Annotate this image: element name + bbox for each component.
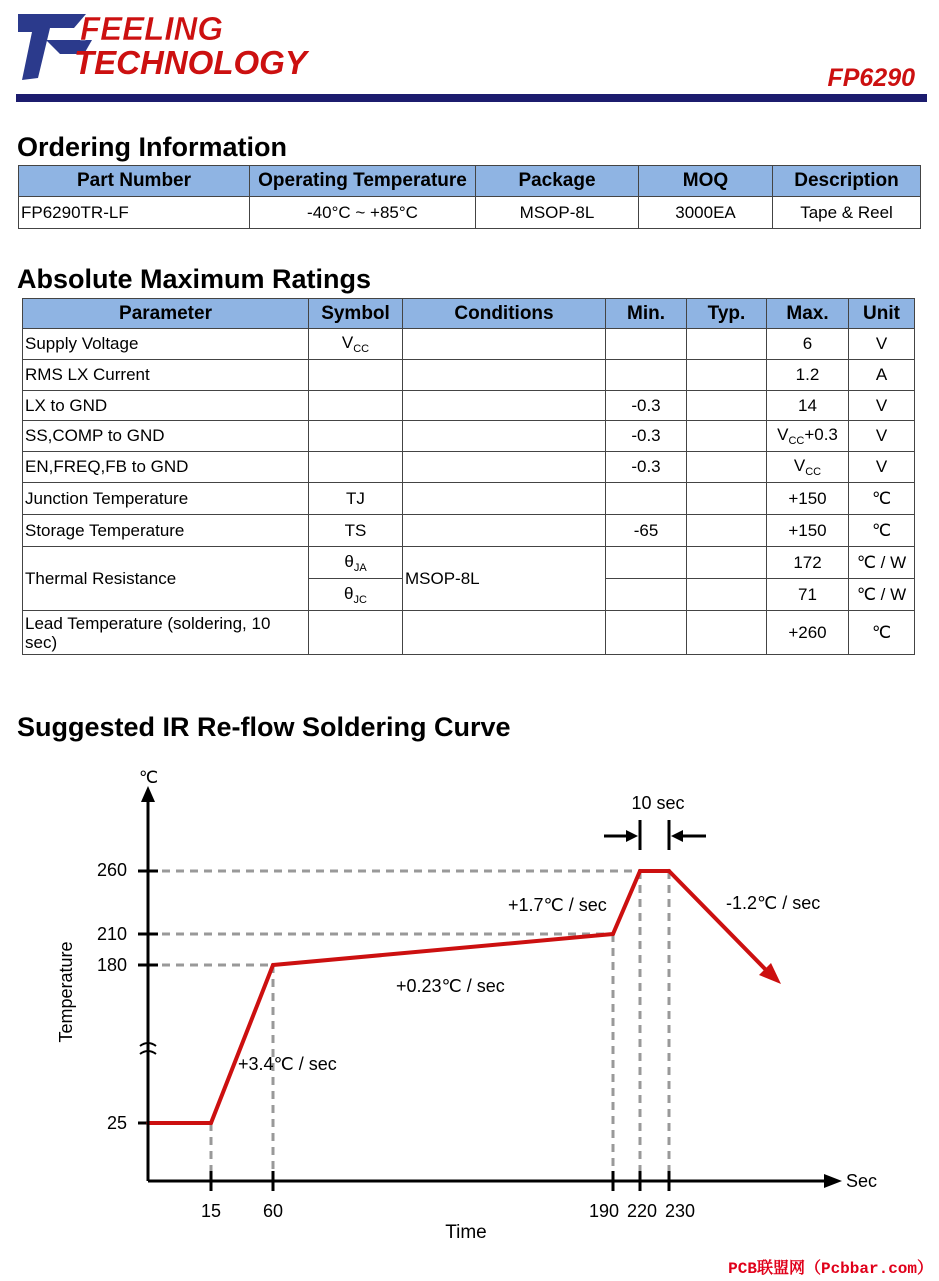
ordering-col-part: Part Number: [19, 166, 250, 197]
x-tick-label: 15: [200, 1201, 222, 1221]
symbol-cell: $\theta_{JA}$: [309, 547, 403, 579]
conditions-cell: [403, 515, 606, 547]
param-cell: Thermal Resistance: [23, 547, 309, 611]
ordering-header-row: [19, 166, 921, 197]
typ-cell: [687, 547, 767, 579]
symbol-cell: [309, 421, 403, 452]
table-row: [23, 611, 915, 655]
min-cell: [606, 483, 687, 515]
symbol-cell: [309, 611, 403, 655]
conditions-cell: [403, 452, 606, 483]
reflow-title: Suggested IR Re-flow Soldering Curve: [17, 712, 511, 742]
ratings-col-typ: Typ.: [687, 299, 767, 329]
dwell-arrowhead-left-icon: [626, 830, 638, 842]
y-unit-label: ℃: [139, 768, 159, 787]
table-row: [23, 329, 915, 360]
dwell-arrowhead-right-icon: [671, 830, 683, 842]
unit-cell: A: [849, 360, 915, 391]
company-logo: [16, 6, 336, 84]
param-cell: Junction Temperature: [23, 483, 309, 515]
min-cell: [606, 329, 687, 360]
conditions-cell: [403, 483, 606, 515]
ratings-col-conditions: Conditions: [403, 299, 606, 329]
min-cell: -0.3: [606, 391, 687, 421]
unit-cell: V: [849, 329, 915, 360]
watermark-credit: PCB联盟网（Pcbbar.com）: [728, 1260, 933, 1278]
y-tick-label: 260: [96, 860, 127, 880]
typ-cell: [687, 391, 767, 421]
max-cell: +150: [767, 515, 849, 547]
typ-cell: [687, 483, 767, 515]
max-cell: 1.2: [767, 360, 849, 391]
slope-label-peak: +1.7℃ / sec: [508, 895, 607, 915]
symbol-cell: [309, 452, 403, 483]
max-cell: +260: [767, 611, 849, 655]
x-tick-label: 190: [588, 1201, 620, 1221]
min-cell: -0.3: [606, 421, 687, 452]
table-row: [23, 452, 915, 483]
max-cell: 6: [767, 329, 849, 360]
slope-label-cool: -1.2℃ / sec: [726, 893, 821, 913]
max-cell: 14: [767, 391, 849, 421]
logo-line2: TECHNOLOGY: [74, 44, 307, 81]
part-number-title: FP6290: [827, 64, 915, 92]
unit-cell: ℃: [849, 515, 915, 547]
reflow-chart: [0, 750, 939, 1250]
min-cell: [606, 360, 687, 391]
conditions-cell: MSOP-8L: [403, 547, 606, 611]
typ-cell: [687, 579, 767, 611]
typ-cell: [687, 329, 767, 360]
ratings-title: Absolute Maximum Ratings: [17, 264, 372, 294]
x-axis-arrow-icon: [824, 1174, 842, 1188]
conditions-cell: [403, 329, 606, 360]
symbol-cell: [309, 360, 403, 391]
ordering-col-package: Package: [476, 166, 639, 197]
ordering-package: MSOP-8L: [476, 197, 639, 229]
x-axis-title: Time: [445, 1222, 487, 1243]
logo-line1: FEELING: [80, 10, 224, 47]
unit-cell: V: [849, 391, 915, 421]
symbol-cell: $\theta_{JC}$: [309, 579, 403, 611]
table-row: [23, 547, 915, 579]
slope-label-soak: +0.23℃ / sec: [396, 976, 505, 996]
conditions-cell: [403, 421, 606, 452]
min-cell: -0.3: [606, 452, 687, 483]
param-cell: LX to GND: [23, 391, 309, 421]
unit-cell: ℃ / W: [849, 579, 915, 611]
table-row: [23, 515, 915, 547]
x-tick-label: 220: [626, 1201, 658, 1221]
max-cell: +150: [767, 483, 849, 515]
table-row: [23, 391, 915, 421]
min-cell: [606, 579, 687, 611]
ordering-title: Ordering Information: [17, 132, 287, 162]
curve-segment: [613, 871, 640, 934]
ratings-header-row: [23, 299, 915, 329]
param-cell: Supply Voltage: [23, 329, 309, 360]
ratings-table: [22, 298, 915, 655]
unit-cell: ℃: [849, 483, 915, 515]
y-tick-label: 25: [106, 1113, 127, 1133]
dwell-label: 10 sec: [631, 793, 685, 813]
ordering-part: FP6290TR-LF: [19, 197, 250, 229]
ratings-col-parameter: Parameter: [23, 299, 309, 329]
param-cell: Lead Temperature (soldering, 10 sec): [23, 611, 309, 655]
param-cell: RMS LX Current: [23, 360, 309, 391]
unit-cell: V: [849, 421, 915, 452]
param-cell: Storage Temperature: [23, 515, 309, 547]
typ-cell: [687, 611, 767, 655]
symbol-cell: $V_{CC}$: [309, 329, 403, 360]
conditions-cell: [403, 391, 606, 421]
min-cell: [606, 611, 687, 655]
max-cell: 172: [767, 547, 849, 579]
y-tick-label: 180: [96, 955, 127, 975]
max-cell: $V_{CC}$: [767, 452, 849, 483]
curve-segment: [211, 965, 273, 1123]
min-cell: -65: [606, 515, 687, 547]
symbol-cell: [309, 391, 403, 421]
ratings-col-unit: Unit: [849, 299, 915, 329]
ordering-col-desc: Description: [773, 166, 921, 197]
param-cell: EN,FREQ,FB to GND: [23, 452, 309, 483]
min-cell: [606, 547, 687, 579]
max-cell: $V_{CC}+0.3$: [767, 421, 849, 452]
x-tick-label: 230: [664, 1201, 696, 1221]
symbol-cell: TJ: [309, 483, 403, 515]
conditions-cell: [403, 611, 606, 655]
conditions-cell: [403, 360, 606, 391]
ordering-col-temp: Operating Temperature: [250, 166, 476, 197]
ordering-table: [18, 165, 921, 229]
logo-mark-icon: [16, 6, 336, 84]
ordering-desc: Tape & Reel: [773, 197, 921, 229]
unit-cell: V: [849, 452, 915, 483]
typ-cell: [687, 421, 767, 452]
unit-cell: ℃ / W: [849, 547, 915, 579]
y-axis-arrow-icon: [141, 786, 155, 802]
ordering-temp: -40°C ~ +85°C: [250, 197, 476, 229]
unit-cell: ℃: [849, 611, 915, 655]
param-cell: SS,COMP to GND: [23, 421, 309, 452]
y-axis-title: Temperature: [56, 941, 76, 1043]
x-unit-label: Sec: [846, 1171, 878, 1191]
ratings-col-min: Min.: [606, 299, 687, 329]
header-divider: [16, 94, 927, 102]
ordering-moq: 3000EA: [639, 197, 773, 229]
table-row: [23, 421, 915, 452]
x-tick-label: 60: [262, 1201, 284, 1221]
table-row: [23, 360, 915, 391]
curve-cooling-segment: [669, 871, 768, 972]
curve-segment: [273, 934, 613, 965]
ratings-col-symbol: Symbol: [309, 299, 403, 329]
typ-cell: [687, 360, 767, 391]
typ-cell: [687, 452, 767, 483]
table-row: [23, 483, 915, 515]
ratings-col-max: Max.: [767, 299, 849, 329]
typ-cell: [687, 515, 767, 547]
y-tick-label: 210: [96, 924, 127, 944]
ordering-col-moq: MOQ: [639, 166, 773, 197]
max-cell: 71: [767, 579, 849, 611]
symbol-cell: TS: [309, 515, 403, 547]
table-row: [19, 197, 921, 229]
slope-label-ramp: +3.4℃ / sec: [238, 1054, 337, 1074]
